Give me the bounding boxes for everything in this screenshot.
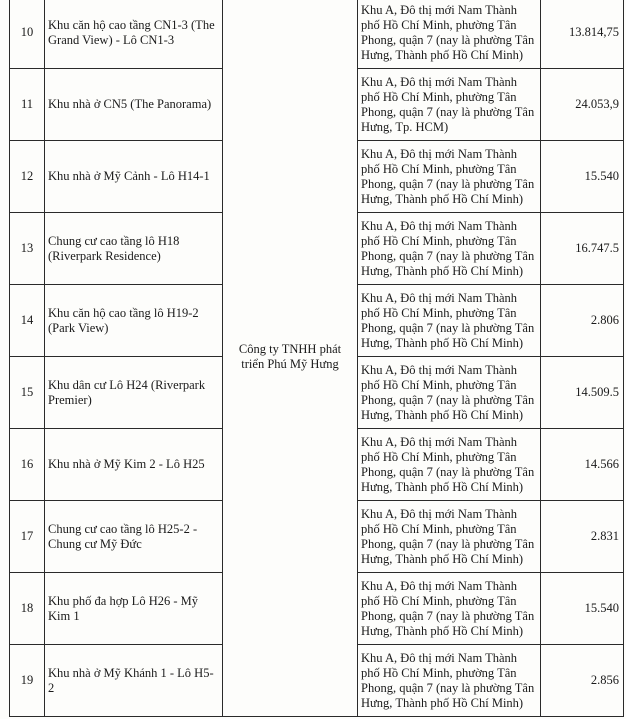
row-number: 12 [10, 141, 45, 213]
project-area: 2.856 [541, 645, 624, 717]
project-area: 14.509.5 [541, 357, 624, 429]
project-area: 2.806 [541, 285, 624, 357]
project-name: Khu nhà ở Mỹ Cảnh - Lô H14-1 [45, 141, 223, 213]
project-area: 2.831 [541, 501, 624, 573]
developer-company: Công ty TNHH phát triển Phú Mỹ Hưng [223, 0, 358, 717]
project-name: Khu nhà ở Mỹ Khánh 1 - Lô H5-2 [45, 645, 223, 717]
table-row [10, 0, 624, 69]
project-name: Khu nhà ở Mỹ Kim 2 - Lô H25 [45, 429, 223, 501]
row-number: 17 [10, 501, 45, 573]
row-number: 10 [10, 0, 45, 69]
row-number: 11 [10, 69, 45, 141]
row-number: 13 [10, 213, 45, 285]
project-area: 24.053,9 [541, 69, 624, 141]
project-name: Khu căn hộ cao tầng lô H19-2 (Park View) [45, 285, 223, 357]
project-name: Chung cư cao tầng lô H25-2 - Chung cư Mỹ Đức [45, 501, 223, 573]
project-area: 13.814,75 [541, 0, 624, 69]
project-table [9, 0, 624, 717]
project-address: Khu A, Đô thị mới Nam Thành phố Hồ Chí Minh, phường Tân Phong, quận 7 (nay là phường Tân Hưng, Thành phố Hồ Chí Minh) [358, 645, 541, 717]
row-number: 16 [10, 429, 45, 501]
project-area: 16.747.5 [541, 213, 624, 285]
row-number: 18 [10, 573, 45, 645]
project-area: 15.540 [541, 141, 624, 213]
project-name: Khu dân cư Lô H24 (Riverpark Premier) [45, 357, 223, 429]
project-name: Chung cư cao tầng lô H18 (Riverpark Residence) [45, 213, 223, 285]
project-address: Khu A, Đô thị mới Nam Thành phố Hồ Chí Minh, phường Tân Phong, quận 7 (nay là phường Tân Hưng, Thành phố Hồ Chí Minh) [358, 213, 541, 285]
row-number: 19 [10, 645, 45, 717]
project-name: Khu căn hộ cao tầng CN1-3 (The Grand View) - Lô CN1-3 [45, 0, 223, 69]
project-address: Khu A, Đô thị mới Nam Thành phố Hồ Chí Minh, phường Tân Phong, quận 7 (nay là phường Tân Hưng, Thành phố Hồ Chí Minh) [358, 501, 541, 573]
project-address: Khu A, Đô thị mới Nam Thành phố Hồ Chí Minh, phường Tân Phong, quận 7 (nay là phường Tân Hưng, Thành phố Hồ Chí Minh) [358, 429, 541, 501]
project-address: Khu A, Đô thị mới Nam Thành phố Hồ Chí Minh, phường Tân Phong, quận 7 (nay là phường Tân Hưng, Thành phố Hồ Chí Minh) [358, 0, 541, 69]
row-number: 14 [10, 285, 45, 357]
project-address: Khu A, Đô thị mới Nam Thành phố Hồ Chí Minh, phường Tân Phong, quận 7 (nay là phường Tân Hưng, Thành phố Hồ Chí Minh) [358, 573, 541, 645]
project-name: Khu phố đa hợp Lô H26 - Mỹ Kim 1 [45, 573, 223, 645]
project-address: Khu A, Đô thị mới Nam Thành phố Hồ Chí Minh, phường Tân Phong, quận 7 (nay là phường Tân Hưng, Thành phố Hồ Chí Minh) [358, 285, 541, 357]
project-area: 14.566 [541, 429, 624, 501]
project-name: Khu nhà ở CN5 (The Panorama) [45, 69, 223, 141]
project-address: Khu A, Đô thị mới Nam Thành phố Hồ Chí Minh, phường Tân Phong, quận 7 (nay là phường Tân Hưng, Thành phố Hồ Chí Minh) [358, 357, 541, 429]
project-area: 15.540 [541, 573, 624, 645]
project-address: Khu A, Đô thị mới Nam Thành phố Hồ Chí Minh, phường Tân Phong, quận 7 (nay là phường Tân Hưng, Thành phố Hồ Chí Minh) [358, 141, 541, 213]
row-number: 15 [10, 357, 45, 429]
project-address: Khu A, Đô thị mới Nam Thành phố Hồ Chí Minh, phường Tân Phong, quận 7 (nay là phường Tân Hưng, Tp. HCM) [358, 69, 541, 141]
